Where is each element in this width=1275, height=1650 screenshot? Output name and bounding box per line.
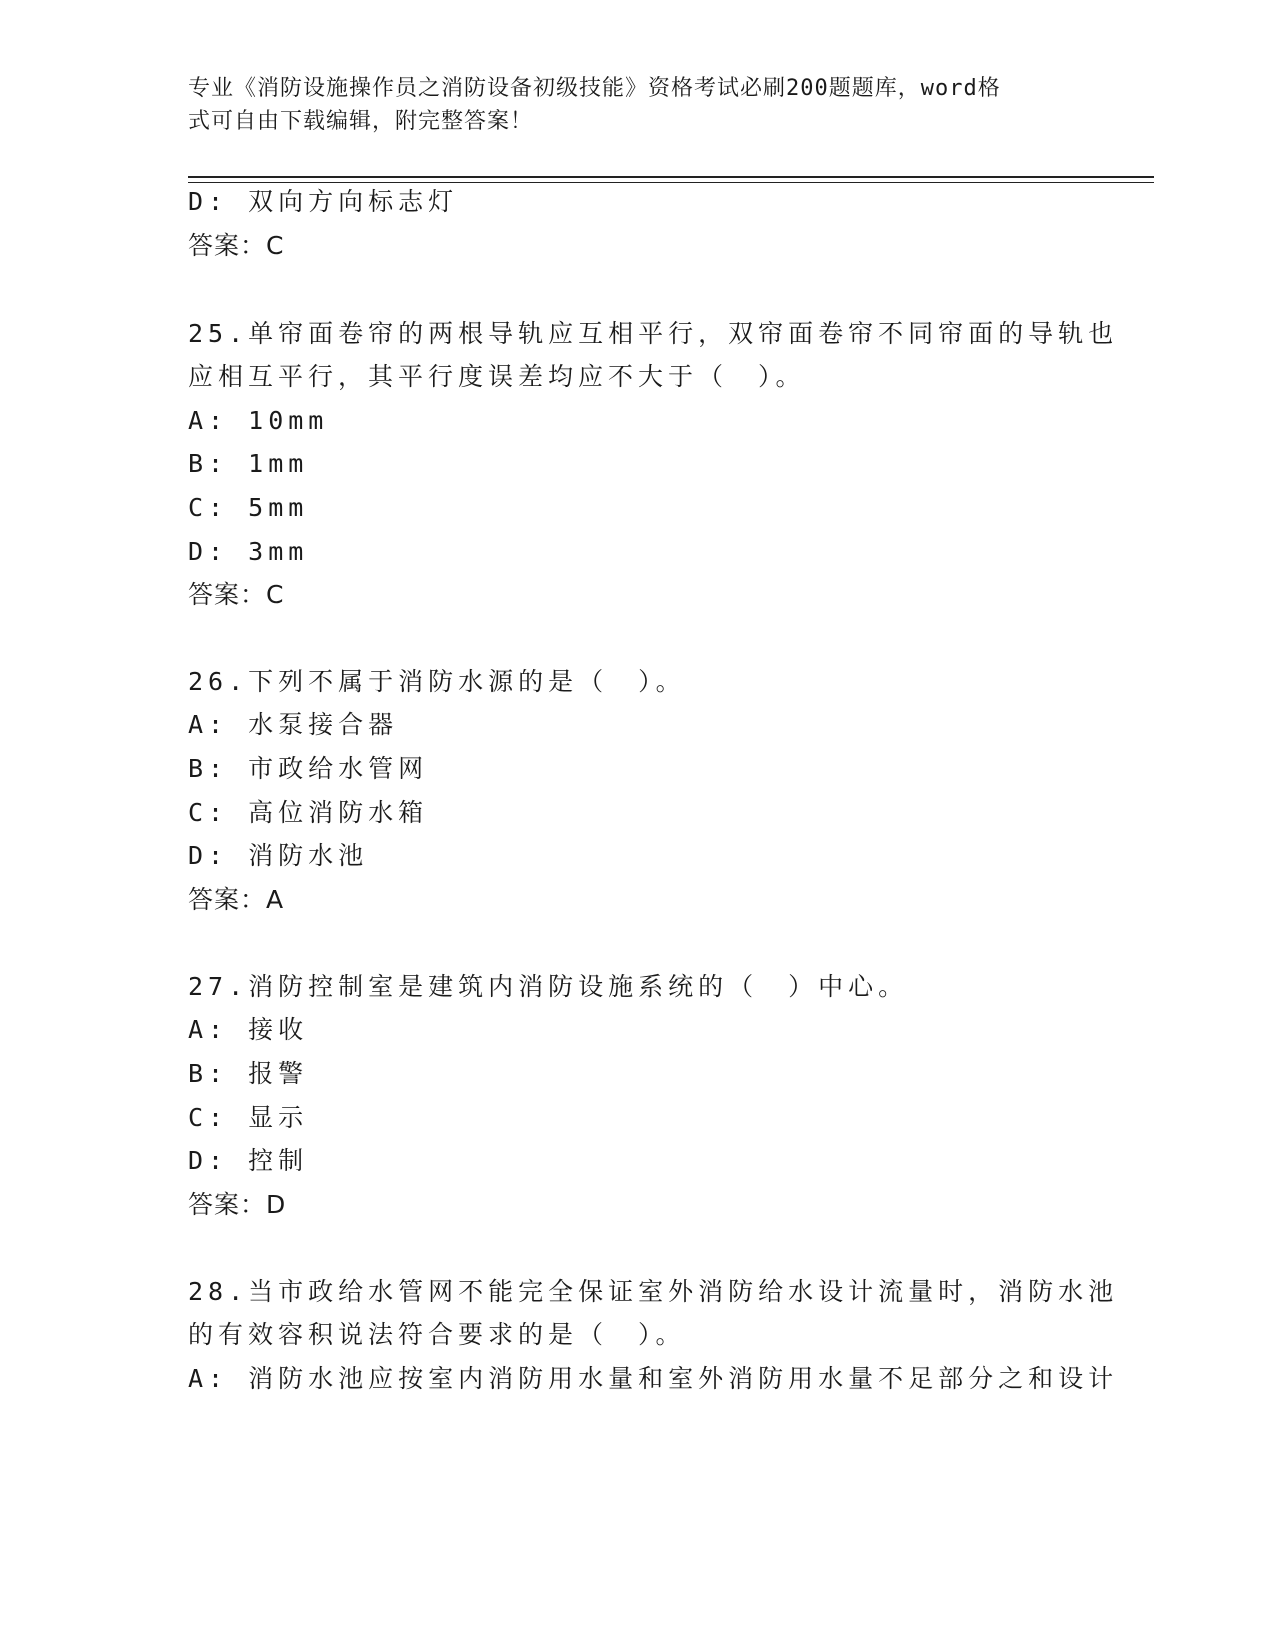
q27-stem-line-1: 27.消防控制室是建筑内消防设施系统的（ ）中心。 bbox=[188, 972, 909, 1001]
q26-option-b: B: 市政给水管网 bbox=[188, 754, 429, 783]
q25-option-a: A: 10mm bbox=[188, 406, 329, 435]
header-divider-thin bbox=[188, 182, 1154, 183]
q25-stem-line-2: 应相互平行，其平行度误差均应不大于（ ）。 bbox=[188, 362, 806, 391]
prev-option-d: D: 双向方向标志灯 bbox=[188, 187, 459, 216]
document-header bbox=[188, 72, 1068, 138]
q25-option-d: D: 3mm bbox=[188, 537, 309, 566]
header-line-1: 专业《消防设施操作员之消防设备初级技能》资格考试必刷200题题库，word格 bbox=[188, 76, 1001, 101]
q28-option-a: A: 消防水池应按室内消防用水量和室外消防用水量不足部分之和设计 bbox=[188, 1364, 1119, 1393]
q27-option-c: C: 显示 bbox=[188, 1103, 309, 1132]
q27-option-b: B: 报警 bbox=[188, 1059, 309, 1088]
q27-option-a: A: 接收 bbox=[188, 1015, 309, 1044]
q28-stem-line-1: 28.当市政给水管网不能完全保证室外消防给水设计流量时，消防水池 bbox=[188, 1277, 1119, 1306]
q25-option-c: C: 5mm bbox=[188, 493, 309, 522]
q25-answer: 答案：C bbox=[188, 580, 285, 609]
q26-answer: 答案：A bbox=[188, 885, 285, 914]
q25-stem-line-1: 25.单帘面卷帘的两根导轨应互相平行，双帘面卷帘不同帘面的导轨也 bbox=[188, 319, 1119, 348]
header-divider-thick bbox=[188, 176, 1154, 178]
q26-option-d: D: 消防水池 bbox=[188, 841, 369, 870]
q26-option-c: C: 高位消防水箱 bbox=[188, 798, 429, 827]
q25-option-b: B: 1mm bbox=[188, 449, 309, 478]
q26-stem-line-1: 26.下列不属于消防水源的是（ ）。 bbox=[188, 667, 686, 696]
q28-stem-line-2: 的有效容积说法符合要求的是（ ）。 bbox=[188, 1320, 686, 1349]
q26-option-a: A: 水泵接合器 bbox=[188, 710, 399, 739]
prev-answer: 答案：C bbox=[188, 231, 285, 260]
q27-option-d: D: 控制 bbox=[188, 1146, 309, 1175]
header-line-2: 式可自由下载编辑，附完整答案！ bbox=[188, 109, 534, 134]
q27-answer: 答案：D bbox=[188, 1190, 287, 1219]
